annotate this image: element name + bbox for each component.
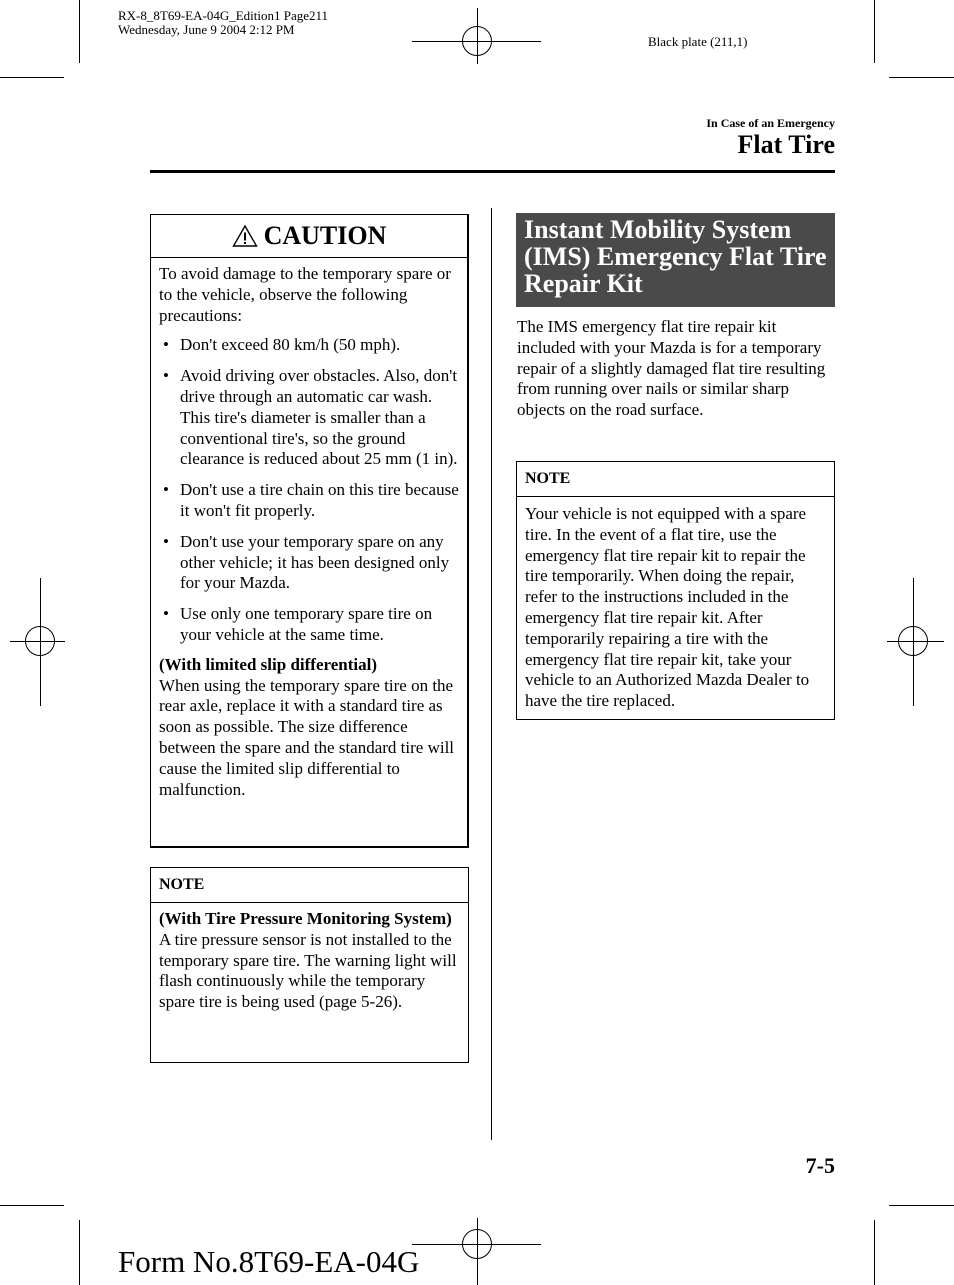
note-header: NOTE [517,462,834,497]
caution-header [151,215,467,258]
page-number: 7-5 [805,1153,835,1178]
caution-bullet: • Use only one temporary spare tire on your vehicle at the same time. [159,604,459,646]
caution-bullet: • Don't exceed 80 km/h (50 mph). [159,335,459,356]
caution-subtext: When using the temporary spare tire on the rear axle, replace it with a standard tire as soon as possible. The size difference between the spare and the standard tire will cause the limited slip differential to malfunction. [159,675,455,799]
form-number: Form No.8T69-EA-04G [118,1244,420,1279]
note-subheading: (With Tire Pressure Monitoring System) [159,909,452,928]
caution-box [150,214,469,848]
note-box-ims [516,461,835,720]
note-text: Your vehicle is not equipped with a spare tire. In the event of a flat tire, use the emergency flat tire repair kit to repair the tire temporarily. When doing the repair, refer to the instructions included in the emergency flat tire repair kit. After temporarily repairing a tire with the emergency flat tire repair kit, take your vehicle to an Authorized Mazda Dealer to have the tire replaced. [525,504,810,711]
note-text: A tire pressure sensor is not installed to the temporary spare tire. The warning light will flash continuously while the temporary spare tire is being used (page 5-26). [159,929,457,1012]
caution-bullet: • Don't use a tire chain on this tire because it won't fit properly. [159,480,459,522]
print-job-line1: RX-8_8T69-EA-04G_Edition1 Page211 [118,8,329,23]
plate-info: Black plate (211,1) [648,34,748,49]
caution-intro: To avoid damage to the temporary spare or to the vehicle, observe the following precautions: [159,264,451,325]
ims-heading: Instant Mobility System (IMS) Emergency Flat Tire Repair Kit [516,213,835,307]
caution-bullet: • Avoid driving over obstacles. Also, don't drive through an automatic car wash. This tire's diameter is smaller than a conventional tire's, so the ground clearance is reduced about 25 mm (1 in). [159,366,459,470]
note-body [517,497,834,718]
warning-triangle-icon [232,224,258,248]
caution-body [151,258,467,806]
note-box-tpms [150,867,469,1063]
section-category: In Case of an Emergency [706,116,835,130]
header-rule [150,170,835,173]
caution-bullet: • Don't use your temporary spare on any other vehicle; it has been designed only for your Mazda. [159,532,459,594]
column-divider [491,208,492,1140]
note-header: NOTE [151,868,468,903]
ims-intro: The IMS emergency flat tire repair kit included with your Mazda is for a temporary repair of a slightly damaged flat tire resulting from running over nails or similar sharp objects on the road surface. [517,317,826,420]
print-job-info [118,9,328,37]
caution-subheading: (With limited slip differential) [159,654,378,674]
caution-title: CAUTION [263,221,387,250]
note-body [151,903,468,1019]
print-job-line2: Wednesday, June 9 2004 2:12 PM [118,22,295,37]
caution-bullet-list [159,335,459,645]
section-title: Flat Tire [737,130,835,159]
